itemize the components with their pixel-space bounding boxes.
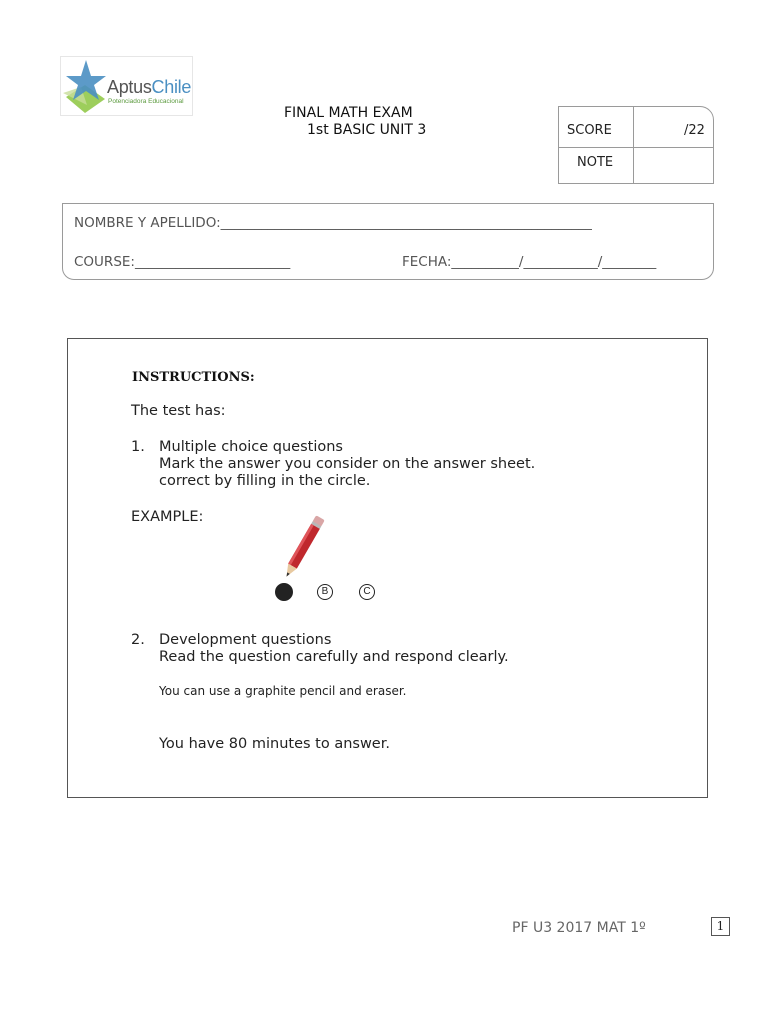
item1-number: 1. — [131, 439, 145, 455]
pencil-icon — [273, 511, 333, 586]
score-table — [558, 106, 714, 184]
instructions-box — [67, 338, 708, 798]
instructions-heading: INSTRUCTIONS: — [132, 370, 255, 385]
item2-number: 2. — [131, 632, 145, 648]
item2-line1: Read the question carefully and respond clearly. — [159, 649, 509, 665]
item1-line2: correct by filling in the circle. — [159, 473, 371, 489]
exam-subtitle: 1st BASIC UNIT 3 — [307, 122, 427, 138]
exam-title: FINAL MATH EXAM — [284, 105, 413, 121]
date-field[interactable]: FECHA:__________/___________/________ — [402, 254, 657, 270]
item1-title: Multiple choice questions — [159, 439, 343, 455]
document-code: PF U3 2017 MAT 1º — [512, 920, 646, 936]
logo-wordmark: AptusChile — [107, 77, 192, 97]
pencil-note: You can use a graphite pencil and eraser. — [159, 684, 407, 698]
aptus-chile-logo — [60, 56, 193, 116]
score-label: SCORE — [567, 123, 612, 138]
name-field[interactable]: NOMBRE Y APELLIDO:_______________________________________________________ — [74, 215, 592, 231]
time-note: You have 80 minutes to answer. — [159, 736, 390, 752]
answer-bubble-b: B — [317, 584, 333, 600]
score-table-divider — [633, 107, 634, 183]
item2-title: Development questions — [159, 632, 332, 648]
example-label: EXAMPLE: — [131, 509, 204, 525]
answer-bubble-a-filled — [275, 583, 293, 601]
logo-tagline: Potenciadora Educacional — [108, 98, 184, 105]
student-info-box — [62, 203, 714, 280]
note-label: NOTE — [577, 155, 614, 170]
score-value: /22 — [684, 123, 705, 138]
score-table-divider — [559, 147, 713, 148]
item1-line1: Mark the answer you consider on the answer sheet. — [159, 456, 536, 472]
answer-bubble-c: C — [359, 584, 375, 600]
instructions-intro: The test has: — [131, 403, 226, 419]
course-field[interactable]: COURSE:_______________________ — [74, 254, 291, 270]
note-field[interactable] — [639, 151, 707, 179]
page-number: 1 — [711, 917, 730, 936]
